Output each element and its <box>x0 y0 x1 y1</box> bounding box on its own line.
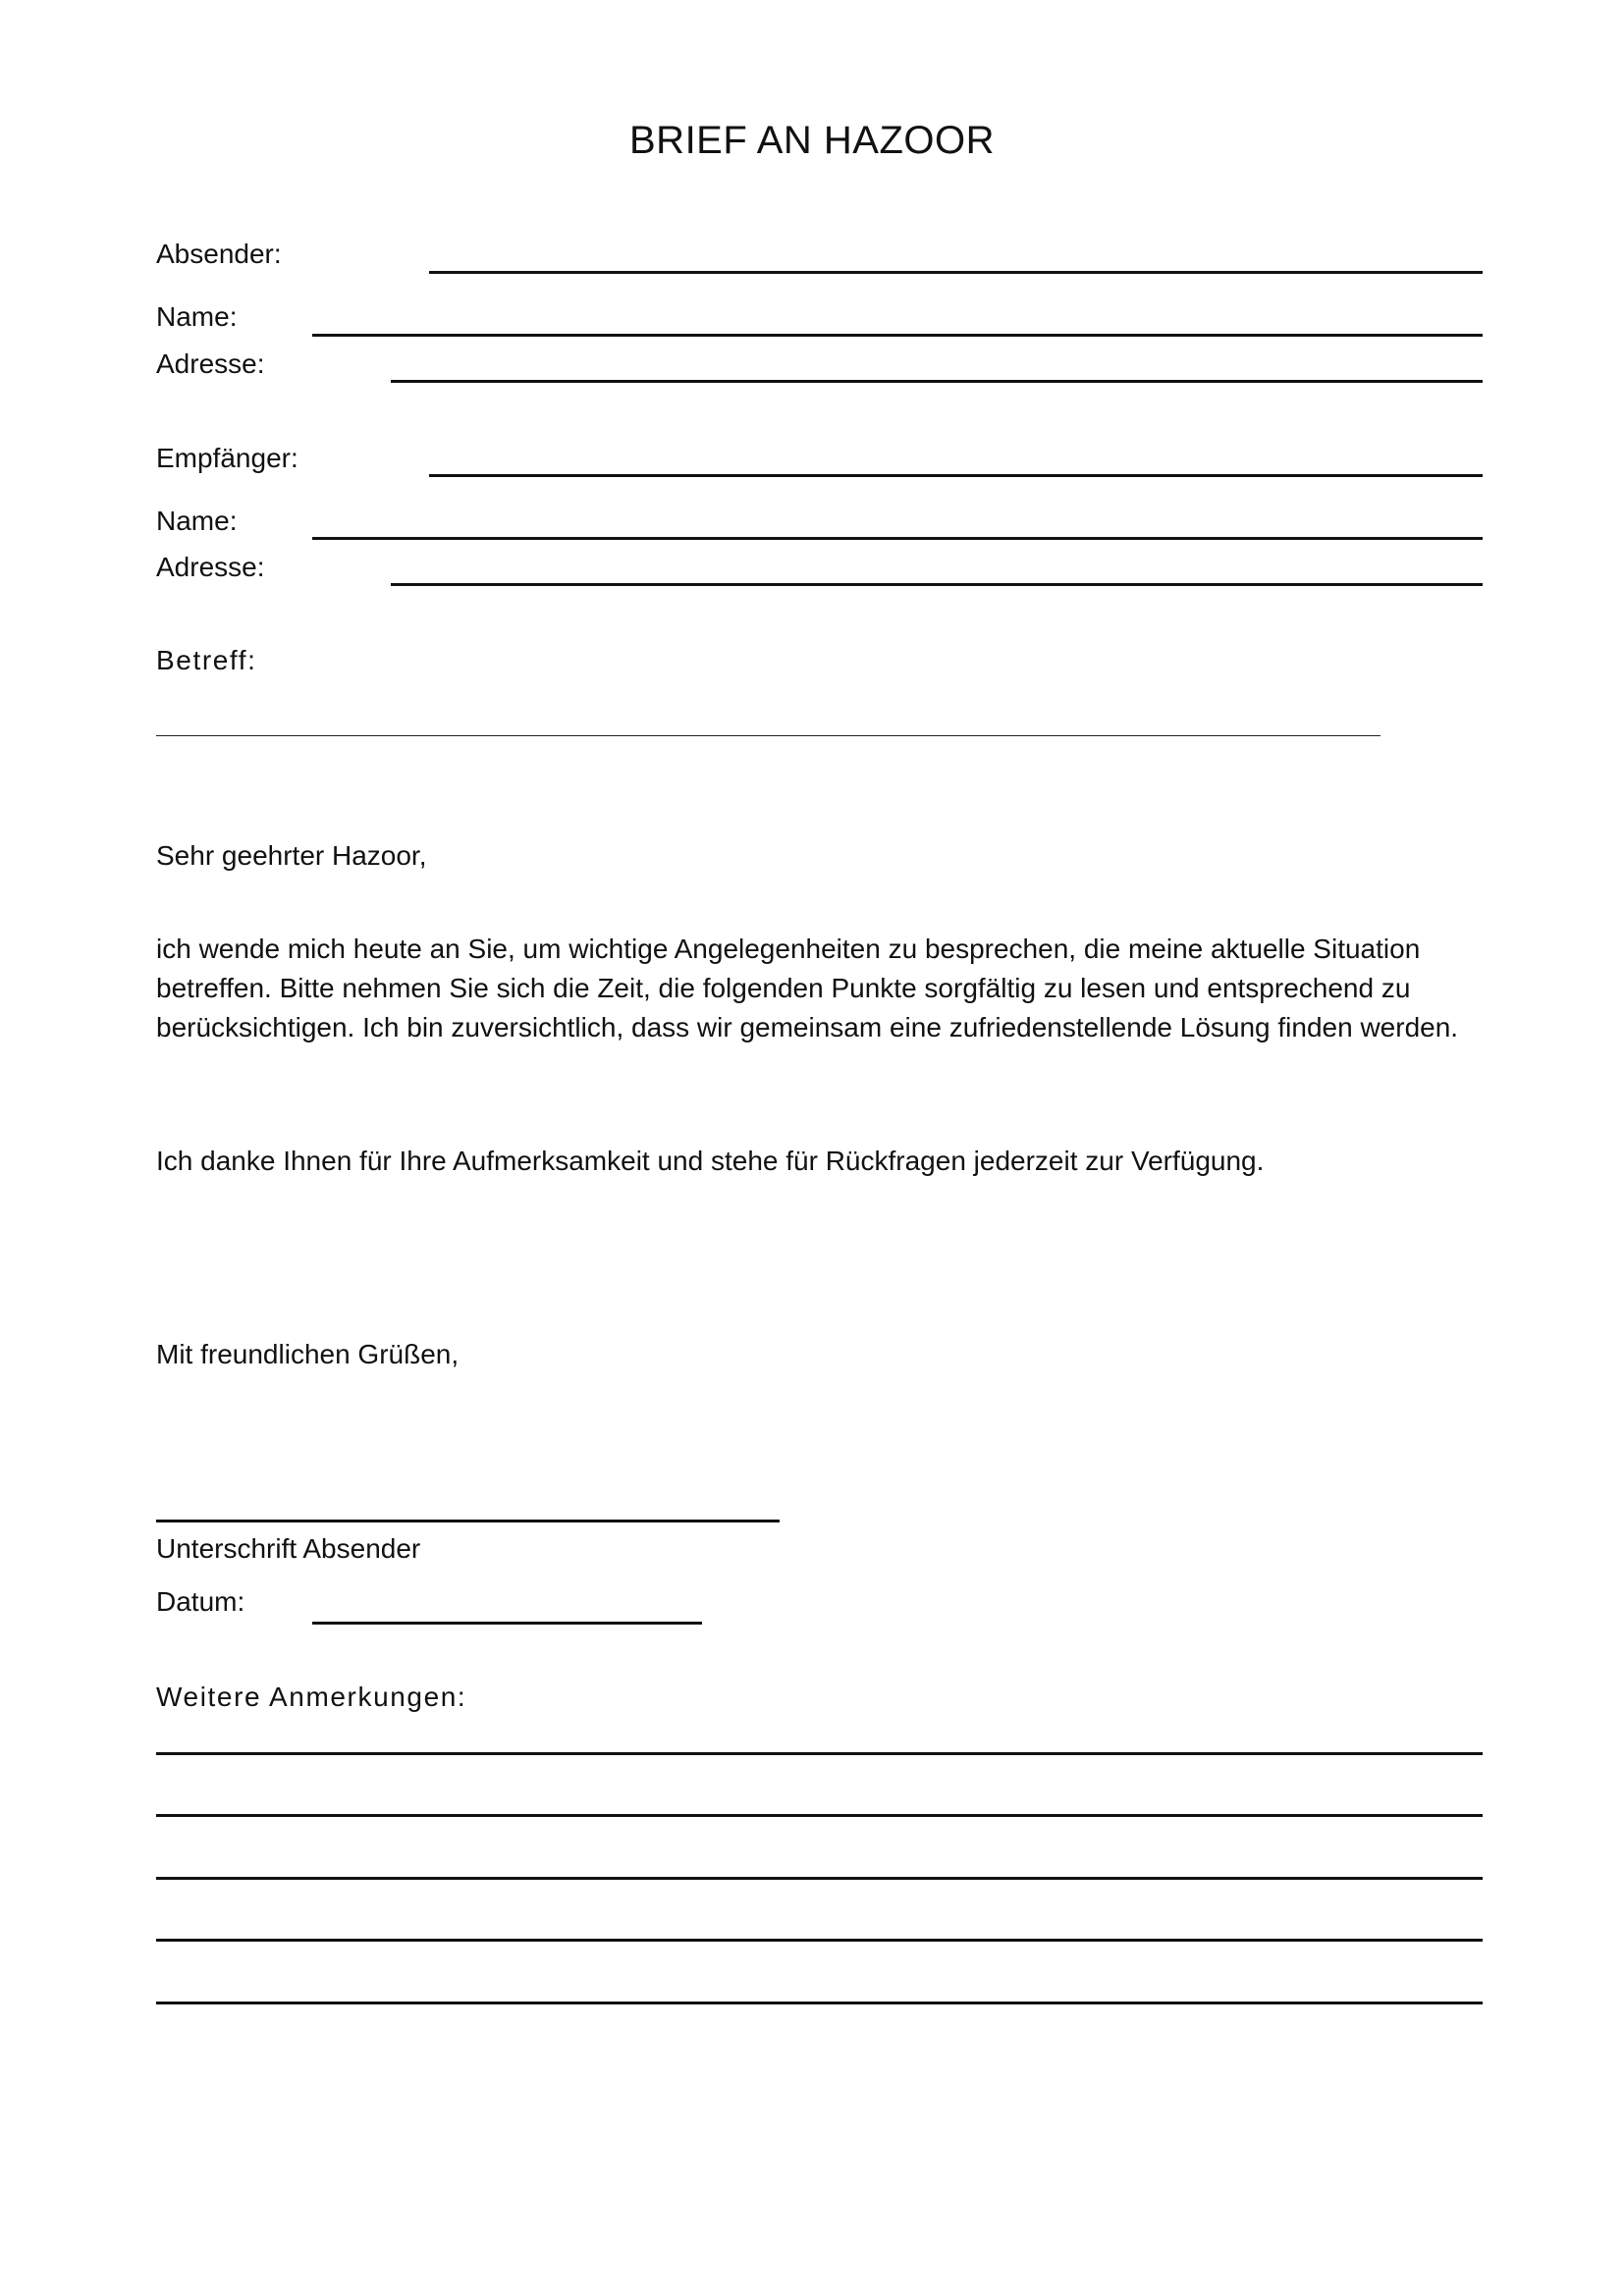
sender-name-label: Name: <box>156 301 238 332</box>
closing: Mit freundlichen Grüßen, <box>156 1339 460 1369</box>
sender-field-line[interactable] <box>429 271 1483 274</box>
subject-label: Betreff: <box>156 645 257 675</box>
recipient-name-label: Name: <box>156 506 238 536</box>
recipient-name-field-line[interactable] <box>312 537 1483 540</box>
body-line-2: betreffen. Bitte nehmen Sie sich die Zeit, die folgenden Punkte sorgfältig zu lesen und entsprechend zu <box>156 973 1411 1003</box>
signature-label: Unterschrift Absender <box>156 1533 421 1564</box>
page-title: BRIEF AN HAZOOR <box>629 119 995 162</box>
notes-line[interactable] <box>156 1939 1483 1942</box>
date-field-line[interactable] <box>312 1622 702 1625</box>
sender-name-field-line[interactable] <box>312 334 1483 337</box>
recipient-field-line[interactable] <box>429 474 1483 477</box>
notes-label: Weitere Anmerkungen: <box>156 1682 467 1712</box>
notes-line[interactable] <box>156 1877 1483 1880</box>
recipient-address-field-line[interactable] <box>391 583 1483 586</box>
sender-address-label: Adresse: <box>156 348 265 379</box>
salutation: Sehr geehrter Hazoor, <box>156 840 427 871</box>
notes-line[interactable] <box>156 1814 1483 1817</box>
notes-line[interactable] <box>156 1752 1483 1755</box>
notes-line[interactable] <box>156 2002 1483 2004</box>
body-line-3: berücksichtigen. Ich bin zuversichtlich, dass wir gemeinsam eine zufriedenstellende Lösung finden werden. <box>156 1012 1459 1042</box>
body-line-1: ich wende mich heute an Sie, um wichtige Angelegenheiten zu besprechen, die meine aktuelle Situation <box>156 934 1421 964</box>
subject-field-line[interactable] <box>156 735 1380 736</box>
signature-field-line[interactable] <box>156 1520 780 1522</box>
thanks-paragraph: Ich danke Ihnen für Ihre Aufmerksamkeit und stehe für Rückfragen jederzeit zur Verfügung. <box>156 1146 1265 1176</box>
recipient-section-label: Empfänger: <box>156 443 298 473</box>
sender-address-field-line[interactable] <box>391 380 1483 383</box>
date-label: Datum: <box>156 1586 245 1617</box>
sender-section-label: Absender: <box>156 239 282 269</box>
recipient-address-label: Adresse: <box>156 552 265 582</box>
